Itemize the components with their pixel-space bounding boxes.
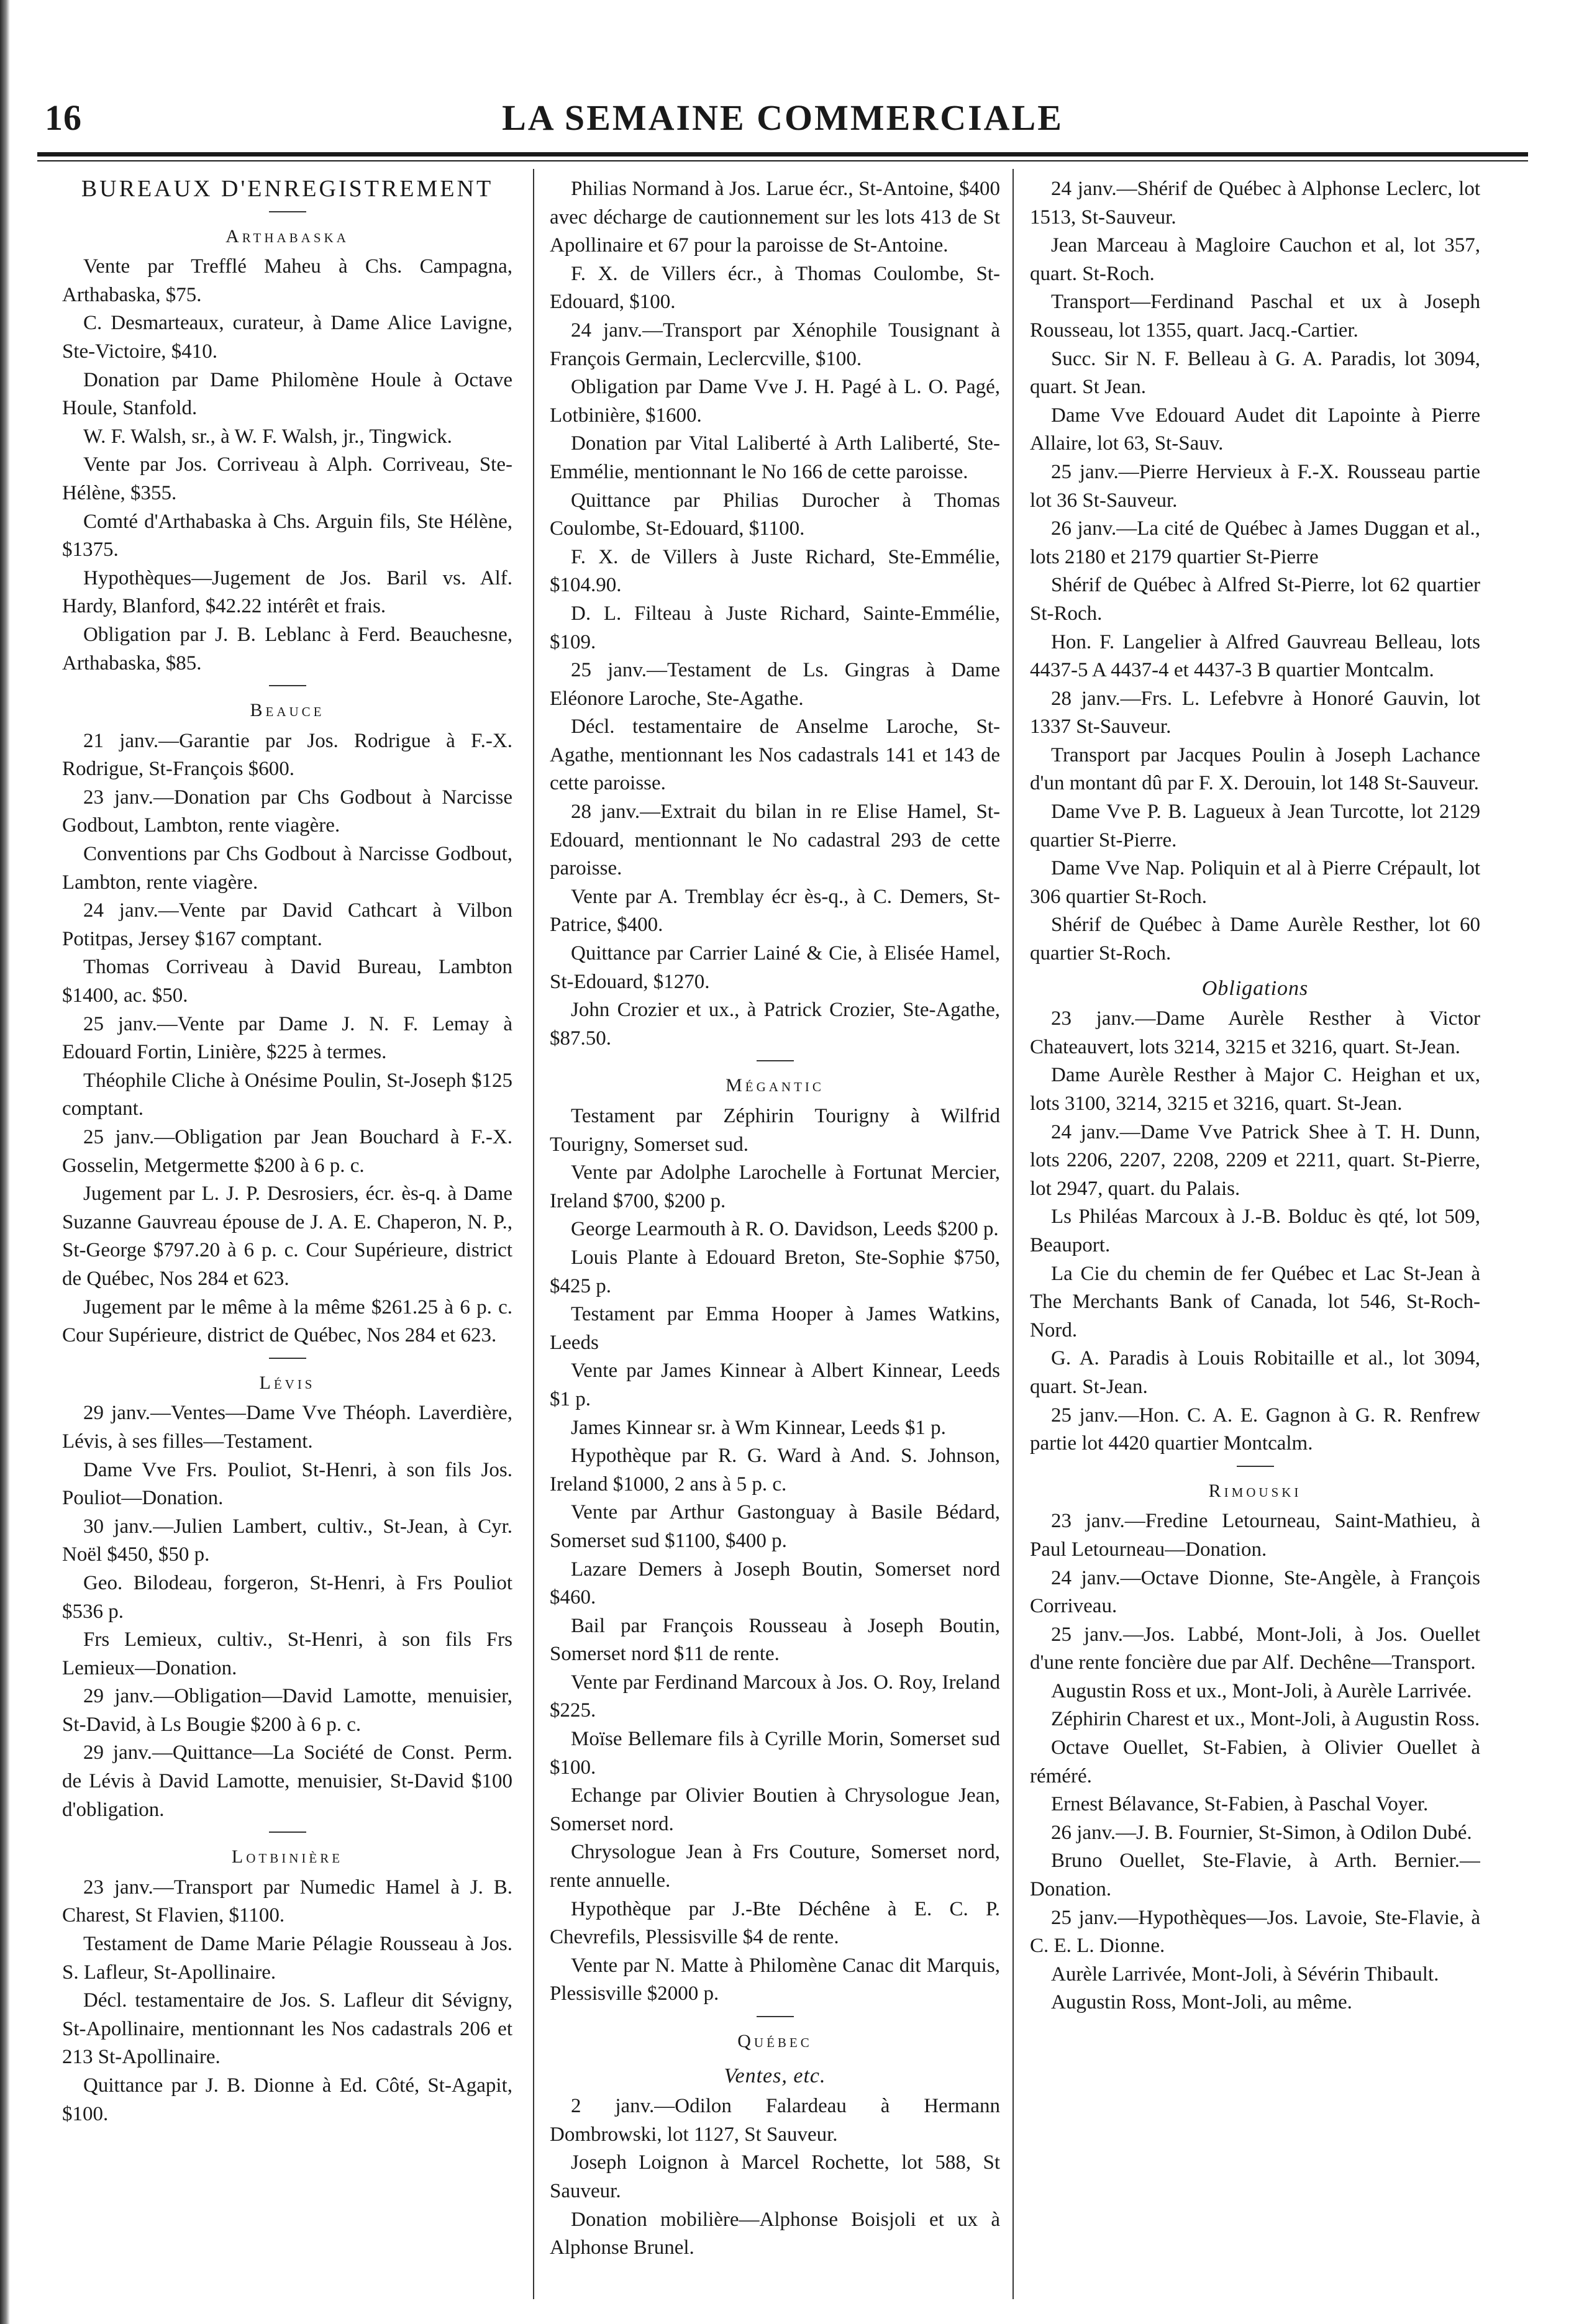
registry-entry: Thomas Corriveau à David Bureau, Lambton $1400, ac. $50. xyxy=(62,956,512,1007)
registry-entry: 24 janv.—Octave Dionne, Ste-Angèle, à François Corriveau. xyxy=(1030,1566,1480,1618)
registry-entry: Jugement par L. J. P. Desrosiers, écr. ès-q. à Dame Suzanne Gauvreau épouse de J. A. E. Chaperon, N. P., St-George $797.20 à 6 p. c. Cour Supérieure, district de Québec, Nos 284 et 623. xyxy=(62,1182,512,1290)
registry-entry: Quittance par Philias Durocher à Thomas Coulombe, St-Edouard, $1100. xyxy=(550,489,1000,540)
registry-entry: 24 janv.—Dame Vve Patrick Shee à T. H. Dunn, lots 2206, 2207, 2208, 2209 et 2211, quart. St-Pierre, lot 2947, quart. du Palais. xyxy=(1030,1120,1480,1200)
registry-entry: Vente par Ferdinand Marcoux à Jos. O. Roy, Ireland $225. xyxy=(550,1671,1000,1722)
registry-entry: Dame Vve Frs. Pouliot, St-Henri, à son fils Jos. Pouliot—Donation. xyxy=(62,1458,512,1510)
district-heading: Lévis xyxy=(259,1372,316,1393)
registry-entry: Quittance par J. B. Dionne à Ed. Côté, St-Agapit, $100. xyxy=(62,2074,512,2125)
registry-entry: 23 janv.—Donation par Chs Godbout à Narcisse Godbout, Lambton, rente viagère. xyxy=(62,786,512,837)
registry-entry: Aurèle Larrivée, Mont-Joli, à Sévérin Thibault. xyxy=(1051,1963,1439,1986)
registry-entry: 29 janv.—Obligation—David Lamotte, menuisier, St-David, à Ls Bougie $200 à 6 p. c. xyxy=(62,1685,512,1736)
column-3 xyxy=(1030,175,1480,2299)
running-title: LA SEMAINE COMMERCIALE xyxy=(502,98,1063,138)
registry-entry: Hon. F. Langelier à Alfred Gauvreau Belleau, lots 4437-5 A 4437-4 et 4437-3 B quartier Montcalm. xyxy=(1030,630,1480,682)
registry-entry: Vente par James Kinnear à Albert Kinnear, Leeds $1 p. xyxy=(550,1359,1000,1410)
registry-entry: 25 janv.—Hypothèques—Jos. Lavoie, Ste-Flavie, à C. E. L. Dionne. xyxy=(1030,1906,1480,1958)
registry-entry: Quittance par Carrier Lainé & Cie, à Elisée Hamel, St-Edouard, $1270. xyxy=(550,942,1000,993)
registry-entry: Succ. Sir N. F. Belleau à G. A. Paradis, lot 3094, quart. St Jean. xyxy=(1030,347,1480,399)
registry-entry: 23 janv.—Transport par Numedic Hamel à J. B. Charest, St Flavien, $1100. xyxy=(62,1876,512,1927)
registry-entry: 25 janv.—Vente par Dame J. N. F. Lemay à Edouard Fortin, Linière, $225 à termes. xyxy=(62,1012,512,1064)
registry-entry: 26 janv.—La cité de Québec à James Duggan et al., lots 2180 et 2179 quartier St-Pierre xyxy=(1030,517,1480,568)
registry-entry: 24 janv.—Shérif de Québec à Alphonse Leclerc, lot 1513, St-Sauveur. xyxy=(1030,178,1480,229)
registry-entry: Vente par Adolphe Larochelle à Fortunat Mercier, Ireland $700, $200 p. xyxy=(550,1161,1000,1212)
section-separator xyxy=(757,1060,794,1061)
registry-entry: Dame Vve Edouard Audet dit Lapointe à Pierre Allaire, lot 63, St-Sauv. xyxy=(1030,404,1480,455)
registry-entry: Donation mobilière—Alphonse Boisjoli et ux à Alphonse Brunel. xyxy=(550,2208,1000,2259)
registry-entry: D. L. Filteau à Juste Richard, Sainte-Emmélie, $109. xyxy=(550,602,1000,653)
registry-entry: Hypothèques—Jugement de Jos. Baril vs. Alf. Hardy, Blanford, $42.22 intérêt et frais. xyxy=(62,566,512,618)
district-heading: Québec xyxy=(737,2031,812,2051)
registry-entry: John Crozier et ux., à Patrick Crozier, Ste-Agathe, $87.50. xyxy=(550,999,1000,1050)
registry-entry: Vente par Trefflé Maheu à Chs. Campagna, Arthabaska, $75. xyxy=(62,255,512,306)
registry-entry: James Kinnear sr. à Wm Kinnear, Leeds $1 p. xyxy=(571,1416,946,1439)
column-1 xyxy=(62,175,512,2299)
registry-entry: Donation par Vital Laliberté à Arth Laliberté, Ste-Emmélie, mentionnant le No 166 de cette paroisse. xyxy=(550,432,1000,483)
registry-entry: Zéphirin Charest et ux., Mont-Joli, à Augustin Ross. xyxy=(1051,1708,1480,1731)
registry-entry: Hypothèque par R. G. Ward à And. S. Johnson, Ireland $1000, 2 ans à 5 p. c. xyxy=(550,1445,1000,1496)
registry-entry: 28 janv.—Extrait du bilan in re Elise Hamel, St-Edouard, mentionnant le No cadastral 293 de cette paroisse. xyxy=(550,801,1000,880)
registry-entry: 25 janv.—Hon. C. A. E. Gagnon à G. R. Renfrew partie lot 4420 quartier Montcalm. xyxy=(1030,1404,1480,1455)
registry-entry: Transport par Jacques Poulin à Joseph Lachance d'un montant dû par F. X. Derouin, lot 148 St-Sauveur. xyxy=(1030,743,1480,795)
registry-entry: Moïse Bellemare fils à Cyrille Morin, Somerset sud $100. xyxy=(550,1728,1000,1779)
registry-entry: 21 janv.—Garantie par Jos. Rodrigue à F.-X. Rodrigue, St-François $600. xyxy=(62,729,512,781)
header-rule-thin xyxy=(37,160,1528,161)
registry-entry: Dame Vve P. B. Lagueux à Jean Turcotte, lot 2129 quartier St-Pierre. xyxy=(1030,801,1480,851)
header-rule-thick xyxy=(37,152,1528,157)
registry-entry: 24 janv.—Transport par Xénophile Tousignant à François Germain, Leclercville, $100. xyxy=(550,319,1000,370)
registry-entry: Transport—Ferdinand Paschal et ux à Joseph Rousseau, lot 1355, quart. Jacq.-Cartier. xyxy=(1030,291,1480,342)
registry-entry: La Cie du chemin de fer Québec et Lac St-Jean à The Merchants Bank of Canada, lot 546, St-Roch-Nord. xyxy=(1030,1262,1480,1341)
registry-entry: Augustin Ross et ux., Mont-Joli, à Aurèle Larrivée. xyxy=(1051,1679,1472,1702)
registry-entry: 2 janv.—Odilon Falardeau à Hermann Dombrowski, lot 1127, St Sauveur. xyxy=(550,2095,1000,2146)
registry-entry: Dame Aurèle Resther à Major C. Heighan et ux, lots 3100, 3214, 3215 et 3216, quart. St-Jean. xyxy=(1030,1064,1480,1115)
section-separator xyxy=(269,211,306,212)
registry-entry: 26 janv.—J. B. Fournier, St-Simon, à Odilon Dubé. xyxy=(1051,1821,1472,1844)
registry-entry: Décl. testamentaire de Anselme Laroche, St-Agathe, mentionnant les Nos cadastrals 141 et 143 de cette paroisse. xyxy=(550,715,1000,795)
registry-entry: Testament par Zéphirin Tourigny à Wilfrid Tourigny, Somerset sud. xyxy=(550,1105,1000,1156)
registry-entry: Bail par François Rousseau à Joseph Boutin, Somerset nord $11 de rente. xyxy=(550,1614,1000,1666)
column-divider xyxy=(533,169,534,2299)
registry-entry: 25 janv.—Obligation par Jean Bouchard à F.-X. Gosselin, Metgermette $200 à 6 p. c. xyxy=(62,1126,512,1177)
registry-entry: Shérif de Québec à Dame Aurèle Resther, lot 60 quartier St-Roch. xyxy=(1030,914,1480,965)
registry-entry: Augustin Ross, Mont-Joli, au même. xyxy=(1051,1991,1352,2014)
registry-entry: Jean Marceau à Magloire Cauchon et al, lot 357, quart. St-Roch. xyxy=(1030,234,1480,285)
registry-entry: F. X. de Villers à Juste Richard, Ste-Emmélie, $104.90. xyxy=(550,545,1000,597)
registry-entry: Théophile Cliche à Onésime Poulin, St-Joseph $125 comptant. xyxy=(62,1069,512,1120)
registry-entry: 28 janv.—Frs. L. Lefebvre à Honoré Gauvin, lot 1337 St-Sauveur. xyxy=(1030,687,1480,738)
registry-entry: Conventions par Chs Godbout à Narcisse Godbout, Lambton, rente viagère. xyxy=(62,843,512,894)
district-heading: Rimouski xyxy=(1208,1480,1302,1501)
registry-entry: 23 janv.—Fredine Letourneau, Saint-Mathieu, à Paul Letourneau—Donation. xyxy=(1030,1510,1480,1561)
section-separator xyxy=(757,2016,794,2017)
column-divider xyxy=(1012,169,1014,2299)
registry-entry: Jugement par le même à la même $261.25 à 6 p. c. Cour Supérieure, district de Québec, Nos 284 et 623. xyxy=(62,1296,512,1347)
registry-entry: Frs Lemieux, cultiv., St-Henri, à son fils Frs Lemieux—Donation. xyxy=(62,1628,512,1679)
registry-entry: Vente par A. Tremblay écr ès-q., à C. Demers, St-Patrice, $400. xyxy=(550,885,1000,937)
registry-entry: Comté d'Arthabaska à Chs. Arguin fils, Ste Hélène, $1375. xyxy=(62,510,512,561)
section-separator xyxy=(1237,1466,1274,1467)
section-separator xyxy=(269,1832,306,1833)
section-separator xyxy=(269,1358,306,1359)
registry-entry: Chrysologue Jean à Frs Couture, Somerset nord, rente annuelle. xyxy=(550,1841,1000,1892)
registry-entry: Ls Philéas Marcoux à J.-B. Bolduc ès qté, lot 509, Beauport. xyxy=(1030,1205,1480,1256)
registry-entry: Lazare Demers à Joseph Boutin, Somerset nord $460. xyxy=(550,1558,1000,1609)
registry-entry: Vente par N. Matte à Philomène Canac dit Marquis, Plessisville $2000 p. xyxy=(550,1954,1000,2005)
registry-entry: Ernest Bélavance, St-Fabien, à Paschal Voyer. xyxy=(1051,1793,1429,1816)
registry-entry: 25 janv.—Jos. Labbé, Mont-Joli, à Jos. Ouellet d'une rente foncière due par Alf. Dechêne—Transport. xyxy=(1030,1623,1480,1674)
district-heading: Lotbinière xyxy=(231,1846,344,1868)
registry-entry: Décl. testamentaire de Jos. S. Lafleur dit Sévigny, St-Apollinaire, mentionnant les Nos cadastrals 206 et 213 St-Apollinaire. xyxy=(62,1989,512,2069)
registry-entry: 29 janv.—Quittance—La Société de Const. Perm. de Lévis à David Lamotte, menuisier, St-David $100 d'obligation. xyxy=(62,1741,512,1821)
registry-entry: Geo. Bilodeau, forgeron, St-Henri, à Frs Pouliot $536 p. xyxy=(62,1571,512,1623)
registry-entry: Octave Ouellet, St-Fabien, à Olivier Ouellet à réméré. xyxy=(1030,1736,1480,1787)
registry-entry: George Learmouth à R. O. Davidson, Leeds $200 p. xyxy=(571,1218,999,1241)
section-separator xyxy=(269,685,306,686)
registry-entry: Bruno Ouellet, Ste-Flavie, à Arth. Bernier.—Donation. xyxy=(1030,1850,1480,1901)
registry-entry: F. X. de Villers écr., à Thomas Coulombe, St-Edouard, $100. xyxy=(550,262,1000,314)
registry-entry: 25 janv.—Pierre Hervieux à F.-X. Rousseau partie lot 36 St-Sauveur. xyxy=(1030,460,1480,512)
registry-entry: Donation par Dame Philomène Houle à Octave Houle, Stanfold. xyxy=(62,368,512,420)
registry-entry: 23 janv.—Dame Aurèle Resther à Victor Chateauvert, lots 3214, 3215 et 3216, quart. St-Jean. xyxy=(1030,1007,1480,1058)
column-2 xyxy=(550,175,1000,2299)
registry-entry: 29 janv.—Ventes—Dame Vve Théoph. Laverdière, Lévis, à ses filles—Testament. xyxy=(62,1402,512,1453)
district-heading: Beauce xyxy=(250,700,325,721)
registry-entry: Shérif de Québec à Alfred St-Pierre, lot 62 quartier St-Roch. xyxy=(1030,574,1480,625)
registry-entry: C. Desmarteaux, curateur, à Dame Alice Lavigne, Ste-Victoire, $410. xyxy=(62,312,512,363)
registry-entry: 24 janv.—Vente par David Cathcart à Vilbon Potitpas, Jersey $167 comptant. xyxy=(62,899,512,950)
registry-entry: Philias Normand à Jos. Larue écr., St-Antoine, $400 avec décharge de cautionnement sur les lots 413 de St Apollinaire et 67 pour la paroisse de St-Antoine. xyxy=(550,178,1000,257)
registry-entry: 30 janv.—Julien Lambert, cultiv., St-Jean, à Cyr. Noël $450, $50 p. xyxy=(62,1515,512,1566)
registry-entry: Vente par Jos. Corriveau à Alph. Corriveau, Ste-Hélène, $355. xyxy=(62,453,512,504)
district-heading: Arthabaska xyxy=(225,225,349,247)
registry-entry: Hypothèque par J.-Bte Déchêne à E. C. P. Chevrefils, Plessisville $4 de rente. xyxy=(550,1897,1000,1949)
subsection-heading: Ventes, etc. xyxy=(724,2064,826,2087)
registry-entry: Joseph Loignon à Marcel Rochette, lot 588, St Sauveur. xyxy=(550,2151,1000,2202)
subsection-heading: Obligations xyxy=(1201,976,1309,1000)
registry-entry: Louis Plante à Edouard Breton, Ste-Sophie $750, $425 p. xyxy=(550,1246,1000,1297)
registry-entry: Echange par Olivier Boutien à Chrysologue Jean, Somerset nord. xyxy=(550,1784,1000,1835)
registry-entry: Testament par Emma Hooper à James Watkins, Leeds xyxy=(550,1303,1000,1354)
registry-entry: 25 janv.—Testament de Ls. Gingras à Dame Eléonore Laroche, Ste-Agathe. xyxy=(550,659,1000,710)
district-heading: Mégantic xyxy=(726,1075,824,1096)
page-number: 16 xyxy=(45,98,82,138)
registry-entry: G. A. Paradis à Louis Robitaille et al., lot 3094, quart. St-Jean. xyxy=(1030,1347,1480,1398)
page-header xyxy=(37,86,1528,148)
registry-entry: W. F. Walsh, sr., à W. F. Walsh, jr., Tingwick. xyxy=(83,425,452,448)
registry-entry: Dame Vve Nap. Poliquin et al à Pierre Crépault, lot 306 quartier St-Roch. xyxy=(1030,857,1480,908)
registry-entry: Obligation par J. B. Leblanc à Ferd. Beauchesne, Arthabaska, $85. xyxy=(62,623,512,674)
section-main-heading: BUREAUX D'ENREGISTREMENT xyxy=(81,176,494,202)
registry-entry: Obligation par Dame Vve J. H. Pagé à L. O. Pagé, Lotbinière, $1600. xyxy=(550,376,1000,427)
registry-entry: Vente par Arthur Gastonguay à Basile Bédard, Somerset sud $1100, $400 p. xyxy=(550,1501,1000,1552)
registry-entry: Testament de Dame Marie Pélagie Rousseau à Jos. S. Lafleur, St-Apollinaire. xyxy=(62,1933,512,1984)
scan-edge-shadow xyxy=(0,0,10,2324)
